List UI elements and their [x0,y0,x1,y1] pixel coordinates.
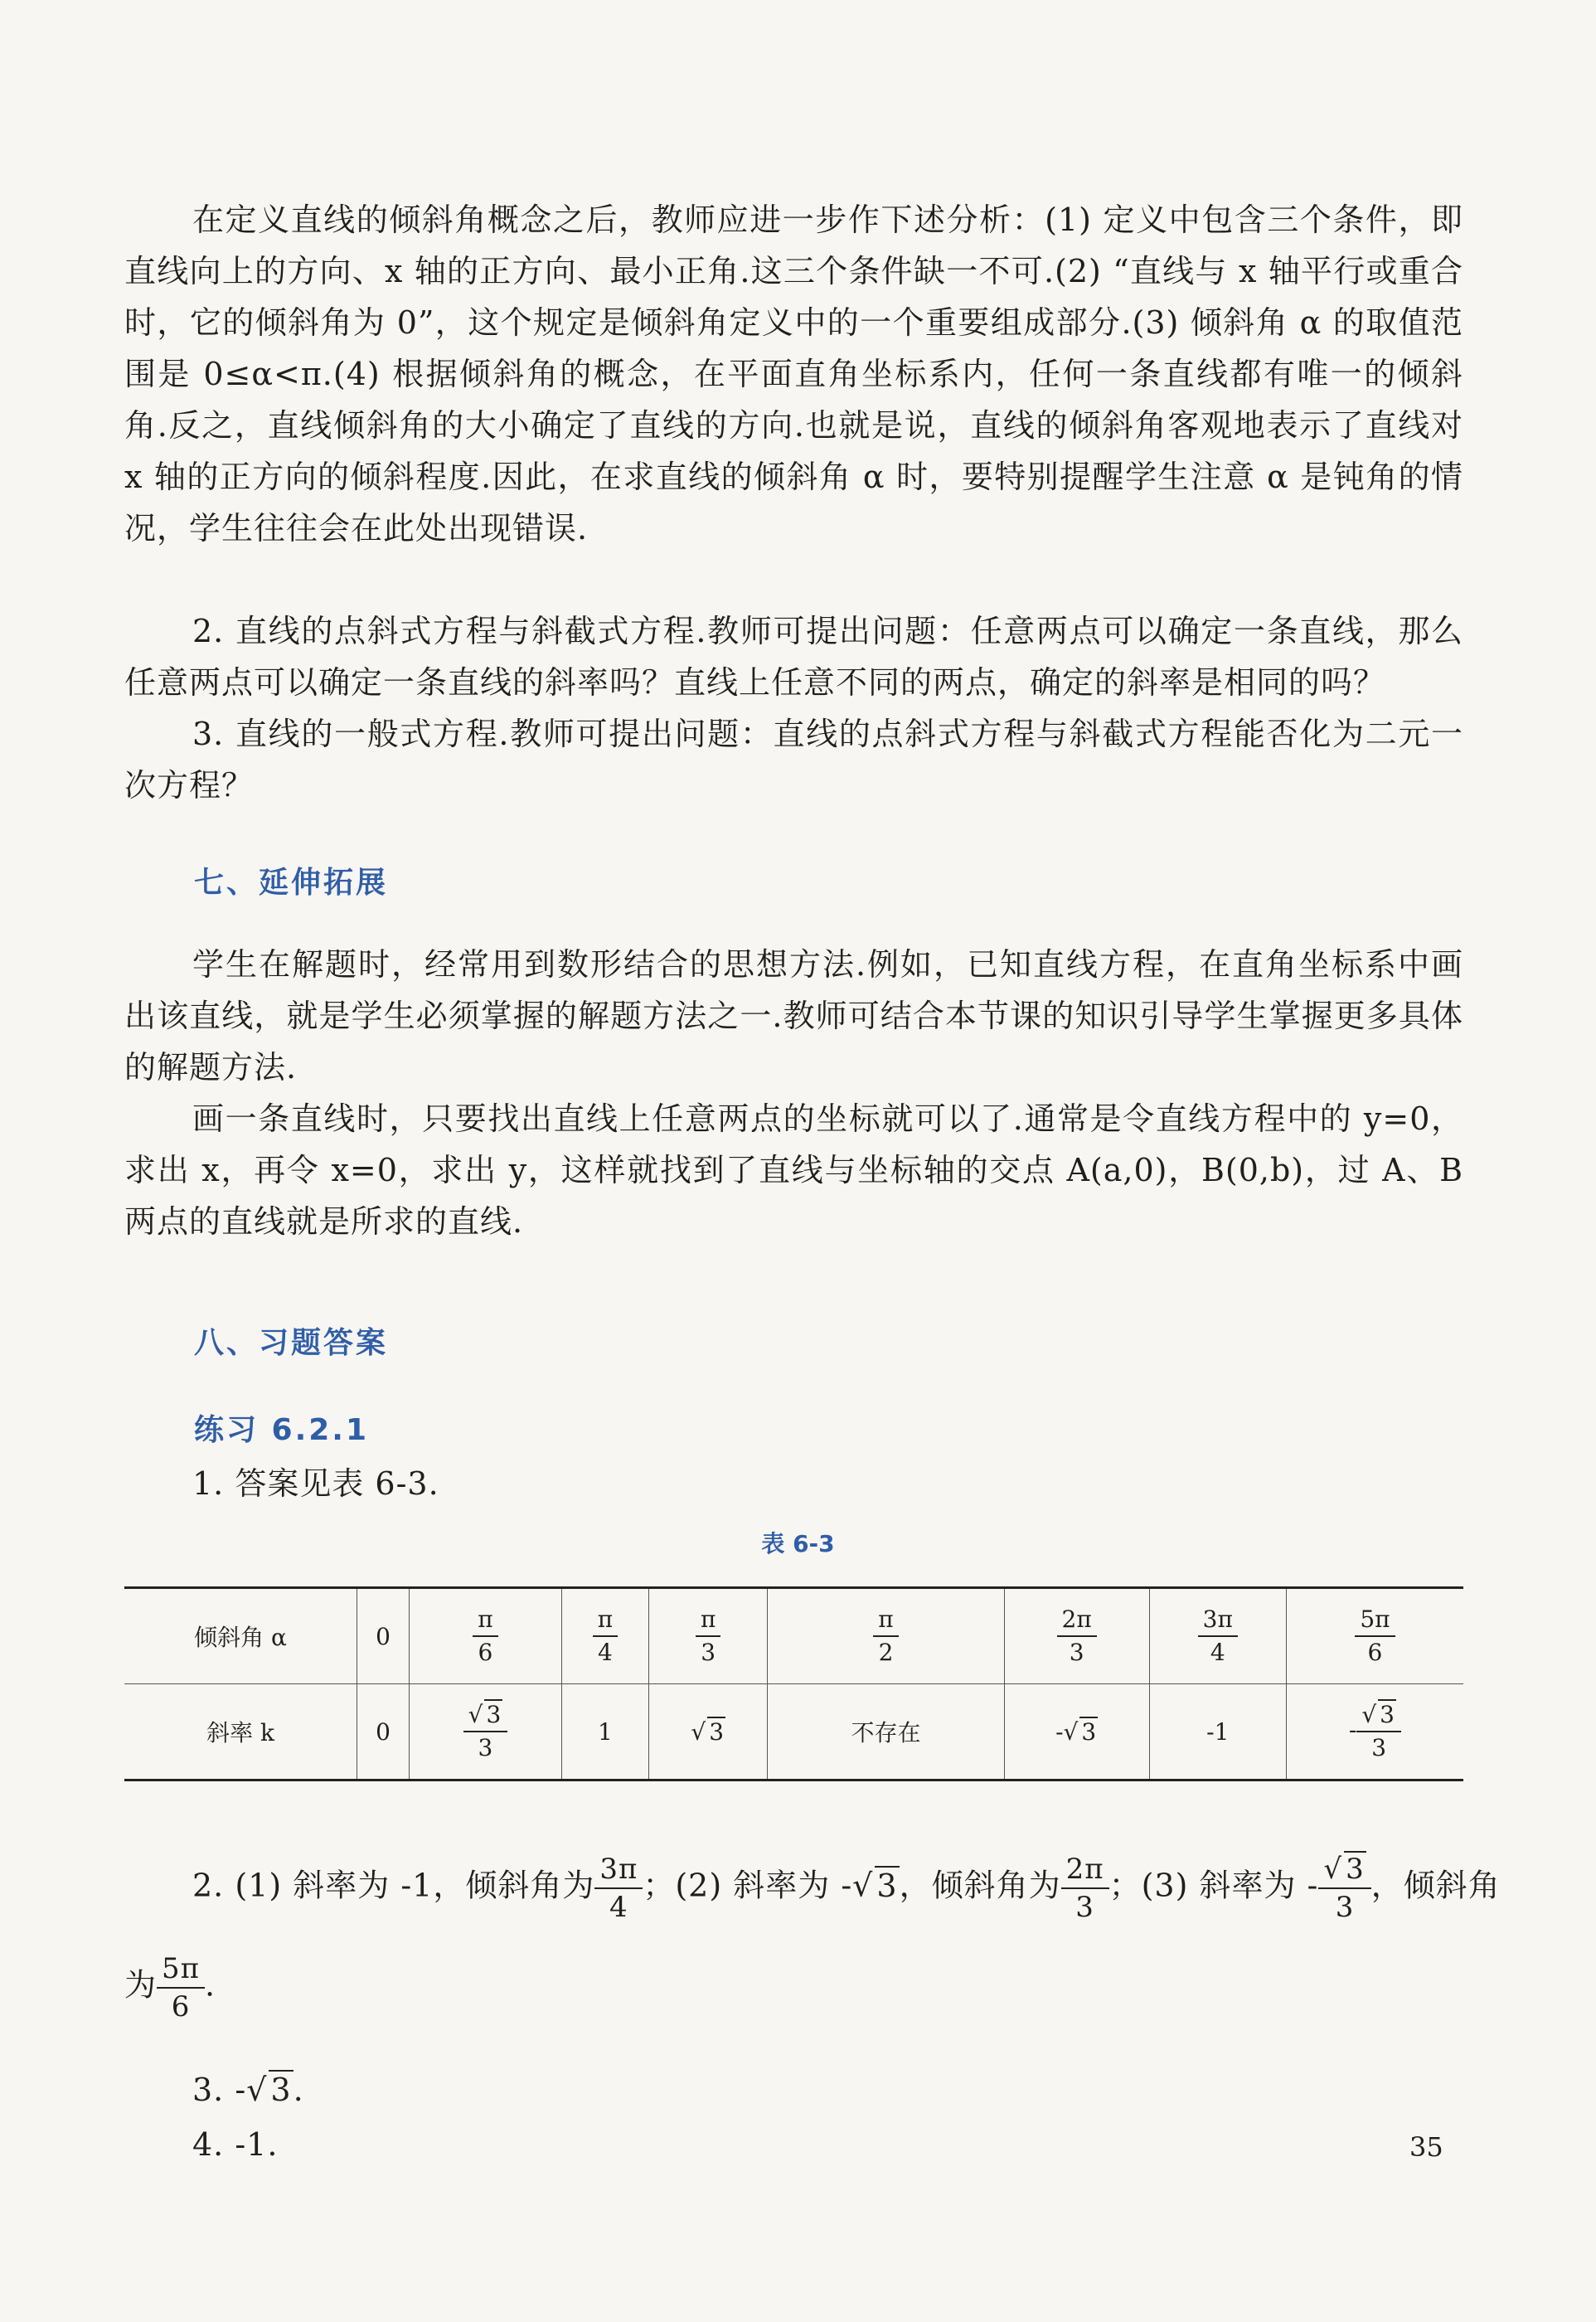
table-cell-slope-0: 0 [357,1684,410,1780]
fraction-sqrt3-3: $\frac{√ 3}{3}$ [1318,1851,1370,1926]
table-cell-angle-0: 0 [357,1588,410,1684]
table-cell-angle-5: $\frac{2\pi}{3}$ [1004,1588,1149,1684]
heading-answers: 八、习题答案 [194,1326,389,1360]
table-cell-angle-4: $\frac{\pi}{2}$ [768,1588,1004,1684]
fraction-3pi-4: $\frac{3\pi}{4}$ [594,1851,643,1926]
table-cell-slope-1: $\frac{√ 3}{3}$ [410,1684,562,1780]
heading-extension: 七、延伸拓展 [194,866,389,900]
paragraph-draw-line: 画一条直线时，只要找出直线上任意两点的坐标就可以了.通常是令直线方程中的 y=0，求出 x，再令 x=0，求出 y，这样就找到了直线与坐标轴的交点 A(a,0)，B(0,b)，过 A、B 两点的直线就是所求的直线. [124,1100,1463,1240]
table-cell-slope-2: 1 [561,1684,648,1780]
table-cell-slope-6: -1 [1149,1684,1286,1780]
angle-slope-table [124,1586,1463,1781]
table-cell-slope-3: √ 3 [649,1684,768,1780]
answer-2-line-2: 为 $\frac{5\pi}{6}$ . [124,1952,216,2023]
paragraph-general-form: 3. 直线的一般式方程.教师可提出问题：直线的点斜式方程与斜截式方程能否化为二元一次方程？ [124,716,1463,804]
fraction-2pi-3: $\frac{2\pi}{3}$ [1061,1851,1109,1926]
answer-3: 3. -√ 3. [192,2072,304,2108]
answer-2-line-1: 2. (1) 斜率为 -1，倾斜角为 $\frac{3\pi}{4}$ ；(2) 斜率为 -√ 3，倾斜角为 $\frac{2\pi}{3}$ ；(3) 斜率为 - $\frac{√ 3}{3}$ ，倾斜角 [192,1853,1501,1924]
table-caption: 表 6-3 [761,1530,835,1557]
table-cell-slope-5: -√ 3 [1004,1684,1149,1780]
table-cell-angle-3: $\frac{\pi}{3}$ [649,1588,768,1684]
heading-exercise: 练习 6.2.1 [194,1413,370,1447]
answer-4: 4. -1. [192,2126,279,2163]
paragraph-inclination-analysis: 在定义直线的倾斜角概念之后，教师应进一步作下述分析：(1) 定义中包含三个条件，即直线向上的方向、x 轴的正方向、最小正角.这三个条件缺一不可.(2) “直线与 x 轴平行或重合时，它的倾斜角为 0”，这个规定是倾斜角定义中的一个重要组成部分.(3) 倾斜角 α 的取值范围是 0≤α<π.(4) 根据倾斜角的概念，在平面直角坐标系内，任何一条直线都有唯一的倾斜角.反之，直线倾斜角的大小确定了直线的方向.也就是说，直线的倾斜角客观地表示了直线对 x 轴的正方向的倾斜程度.因此，在求直线的倾斜角 α 时，要特别提醒学生注意 α 是钝角的情况，学生往往会在此处出现错误. [124,202,1463,546]
table-row-slope [124,1684,1463,1780]
paragraph-number-shape: 学生在解题时，经常用到数形结合的思想方法.例如，已知直线方程，在直角坐标系中画出该直线，就是学生必须掌握的解题方法之一.教师可结合本节课的知识引导学生掌握更多具体的解题方法. [124,946,1463,1086]
table-cell-angle-1: $\frac{\pi}{6}$ [410,1588,562,1684]
table-row-angle [124,1588,1463,1684]
table-cell-angle-6: $\frac{3\pi}{4}$ [1149,1588,1286,1684]
answer-1: 1. 答案见表 6-3. [192,1465,439,1502]
table-cell-slope-7: - $\frac{√ 3}{3}$ [1286,1684,1463,1780]
table-cell-slope-4: 不存在 [768,1684,1004,1780]
fraction-5pi-6: $\frac{5\pi}{6}$ [157,1950,205,2025]
table-cell-angle-2: $\frac{\pi}{4}$ [561,1588,648,1684]
table-header-slope: 斜率 k [124,1684,357,1780]
page-number: 35 [1409,2131,1443,2163]
table-cell-angle-7: $\frac{5\pi}{6}$ [1286,1588,1463,1684]
paragraph-point-slope: 2. 直线的点斜式方程与斜截式方程.教师可提出问题：任意两点可以确定一条直线，那么任意两点可以确定一条直线的斜率吗？直线上任意不同的两点，确定的斜率是相同的吗？ [124,613,1463,701]
table-header-angle: 倾斜角 α [124,1588,357,1684]
